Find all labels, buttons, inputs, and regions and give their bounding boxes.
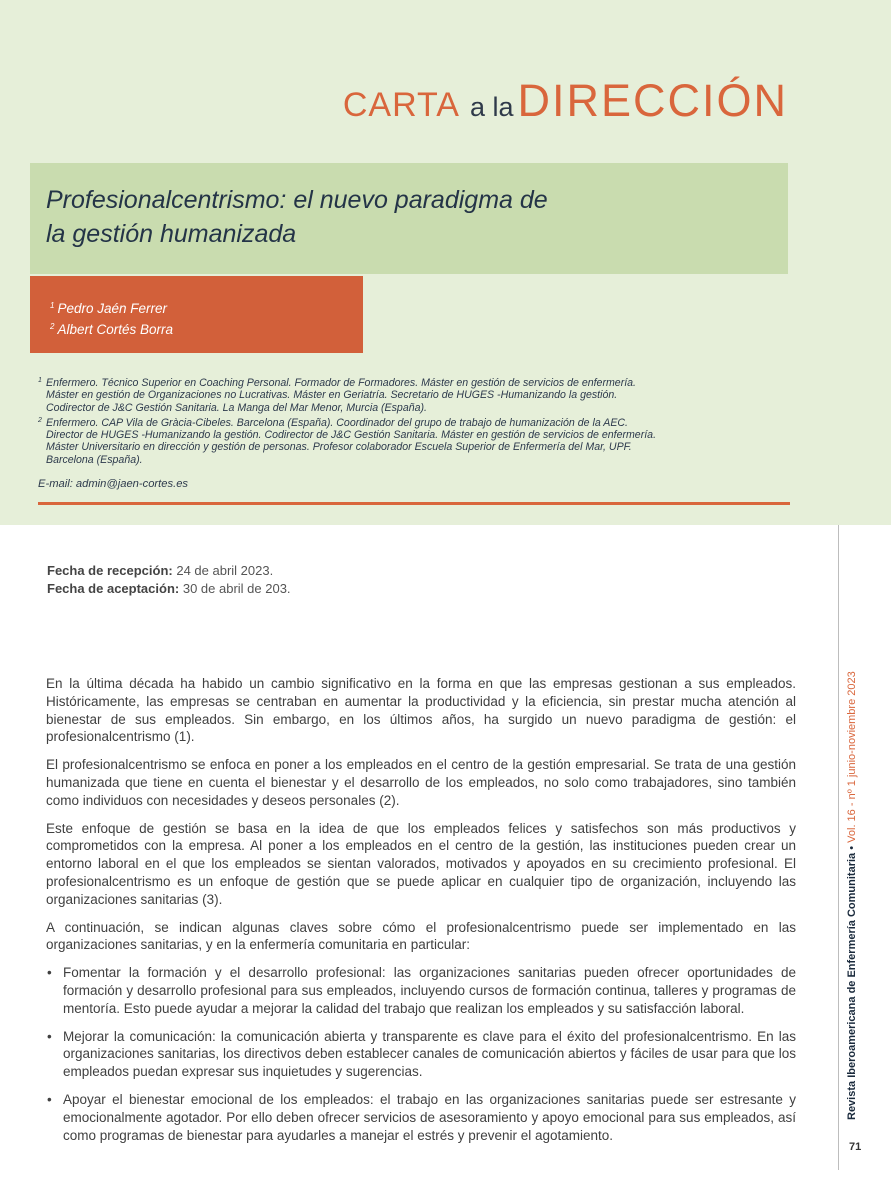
key-points-list bbox=[46, 964, 796, 1144]
accepted-date bbox=[47, 580, 291, 598]
journal-separator: • bbox=[846, 845, 858, 850]
header-divider bbox=[38, 502, 790, 505]
author-2-name: Albert Cortés Borra bbox=[57, 322, 173, 337]
received-date bbox=[47, 562, 291, 580]
page-number-rule bbox=[838, 1150, 839, 1170]
affiliation-1 bbox=[38, 377, 738, 414]
article-title-line-1: Profesionalcentrismo: el nuevo paradigma de bbox=[46, 186, 548, 214]
affiliations bbox=[38, 377, 738, 469]
affiliation-1-text: Enfermero. Técnico Superior en Coaching Personal. Formador de Formadores. Máster en gestión de servicios de enfermería. Máster en gestión de Organizaciones no Lucrativas. Máster en Geriatría. Secretario de HUGES -Humanizando la gestión. Codirector de J&C Gestión Sanitaria. La Manga del Mar Menor, Murcia (España). bbox=[46, 377, 636, 414]
section-title-word-carta: CARTA bbox=[342, 86, 460, 124]
author-1 bbox=[50, 301, 167, 316]
list-item bbox=[46, 964, 796, 1017]
list-item bbox=[46, 1028, 796, 1081]
article-title-line-2: la gestión humanizada bbox=[46, 220, 297, 248]
journal-name: Revista Iberoamericana de Enfermería Comunitaria bbox=[846, 852, 858, 1120]
author-2 bbox=[50, 322, 173, 337]
bullet-icon: • bbox=[47, 965, 52, 981]
body-paragraph-4: A continuación, se indican algunas claves sobre cómo el profesionalcentrismo puede ser implementado en las organizaciones sanitarias, y en la enfermería comunitaria en particular: bbox=[46, 919, 796, 953]
author-1-mark: 1 bbox=[50, 301, 55, 310]
list-item-text: Apoyar el bienestar emocional de los empleados: el trabajo en las organizaciones sanitarias puede ser estresante y emocionalmente agotador. Por ello deben ofrecer servicios de asesoramiento y apoyo emocional para sus empleados, así como programas de bienestar para ayudarles a manejar el estrés y prevenir el agotamiento. bbox=[63, 1091, 796, 1143]
section-title bbox=[342, 75, 788, 126]
affiliation-2-mark: 2 bbox=[38, 416, 42, 424]
list-item-text: Mejorar la comunicación: la comunicación abierta y transparente es clave para el éxito del profesionalcentrismo. En las organizaciones sanitarias, los directivos deben establecer canales de comunicación abiertos y fáciles de usar para que los empleados puedan expresar sus inquietudes y sugerencias. bbox=[63, 1028, 796, 1080]
affiliation-2 bbox=[38, 417, 738, 466]
bullet-icon: • bbox=[47, 1091, 52, 1107]
affiliation-2-text: Enfermero. CAP Vila de Gràcia-Cibeles. Barcelona (España). Coordinador del grupo de trabajo de humanización de la AEC. Director de HUGES -Humanizando la gestión. Codirector de J&C Gestión Sanitaria. Máster en gestión de servicios de enfermería. Máster Universitario en dirección y gestión de personas. Profesor colaborador Escuela Superior de Enfermería del Mar, UPF. Barcelona (España). bbox=[46, 416, 657, 466]
affiliation-1-mark: 1 bbox=[38, 377, 42, 384]
margin-rule bbox=[838, 525, 839, 1153]
list-item bbox=[46, 1091, 796, 1144]
author-2-mark: 2 bbox=[50, 322, 55, 331]
body-paragraph-1: En la última década ha habido un cambio significativo en la forma en que las empresas gestionan a sus empleados. Históricamente, las empresas se centraban en aumentar la productividad y la eficiencia, sin prestar mucha atención al bienestar de sus empleados. Sin embargo, en los últimos años, ha surgido un nuevo paradigma de gestión: el profesionalcentrismo (1). bbox=[46, 676, 796, 745]
article-body bbox=[46, 675, 796, 1154]
section-title-word-direccion: DIRECCIÓN bbox=[517, 75, 788, 126]
body-paragraph-2: El profesionalcentrismo se enfoca en poner a los empleados en el centro de la gestión empresarial. Se trata de una gestión humanizada que tiene en cuenta el bienestar y el desarrollo de los empleados, no solo como trabajadores, sino también como individuos con necesidades y deseos personales (2). bbox=[46, 757, 796, 808]
received-value: 24 de abril 2023. bbox=[176, 563, 274, 578]
body-paragraph-3: Este enfoque de gestión se basa en la idea de que los empleados felices y satisfechos son más productivos y comprometidos con la empresa. Al poner a los empleados en el centro de la gestión, las instituciones pueden crear un entorno laboral en el que los empleados se sientan valorados, motivados y apoyados en su crecimiento profesional. El profesionalcentrismo es un enfoque de gestión que se puede aplicar en cualquier tipo de organización, incluyendo las organizaciones sanitarias (3). bbox=[46, 820, 796, 907]
article-title-box bbox=[30, 163, 788, 274]
list-item-text: Fomentar la formación y el desarrollo profesional: las organizaciones sanitarias pueden ofrecer oportunidades de formación y desarrollo profesional para sus empleados, incluyendo cursos de formación continua, talleres y programas de mentoría. Esto puede ayudar a mejorar la calidad del trabajo que realizan los empleados y su satisfacción laboral. bbox=[63, 965, 796, 1016]
article-dates bbox=[47, 562, 291, 598]
accepted-value: 30 de abril de 203. bbox=[182, 581, 291, 596]
accepted-label: Fecha de aceptación: bbox=[47, 581, 180, 596]
received-label: Fecha de recepción: bbox=[47, 563, 173, 578]
article-title bbox=[46, 183, 548, 251]
page-number: 71 bbox=[849, 1141, 862, 1153]
journal-running-head bbox=[846, 671, 858, 1120]
authors-box bbox=[30, 276, 363, 353]
author-1-name: Pedro Jaén Ferrer bbox=[57, 301, 168, 316]
section-title-word-a-la: a la bbox=[469, 92, 514, 122]
bullet-icon: • bbox=[47, 1028, 52, 1044]
contact-email[interactable]: E-mail: admin@jaen-cortes.es bbox=[38, 478, 189, 490]
journal-issue: Vol. 16 - nº 1 junio-noviembre 2023 bbox=[846, 671, 858, 843]
